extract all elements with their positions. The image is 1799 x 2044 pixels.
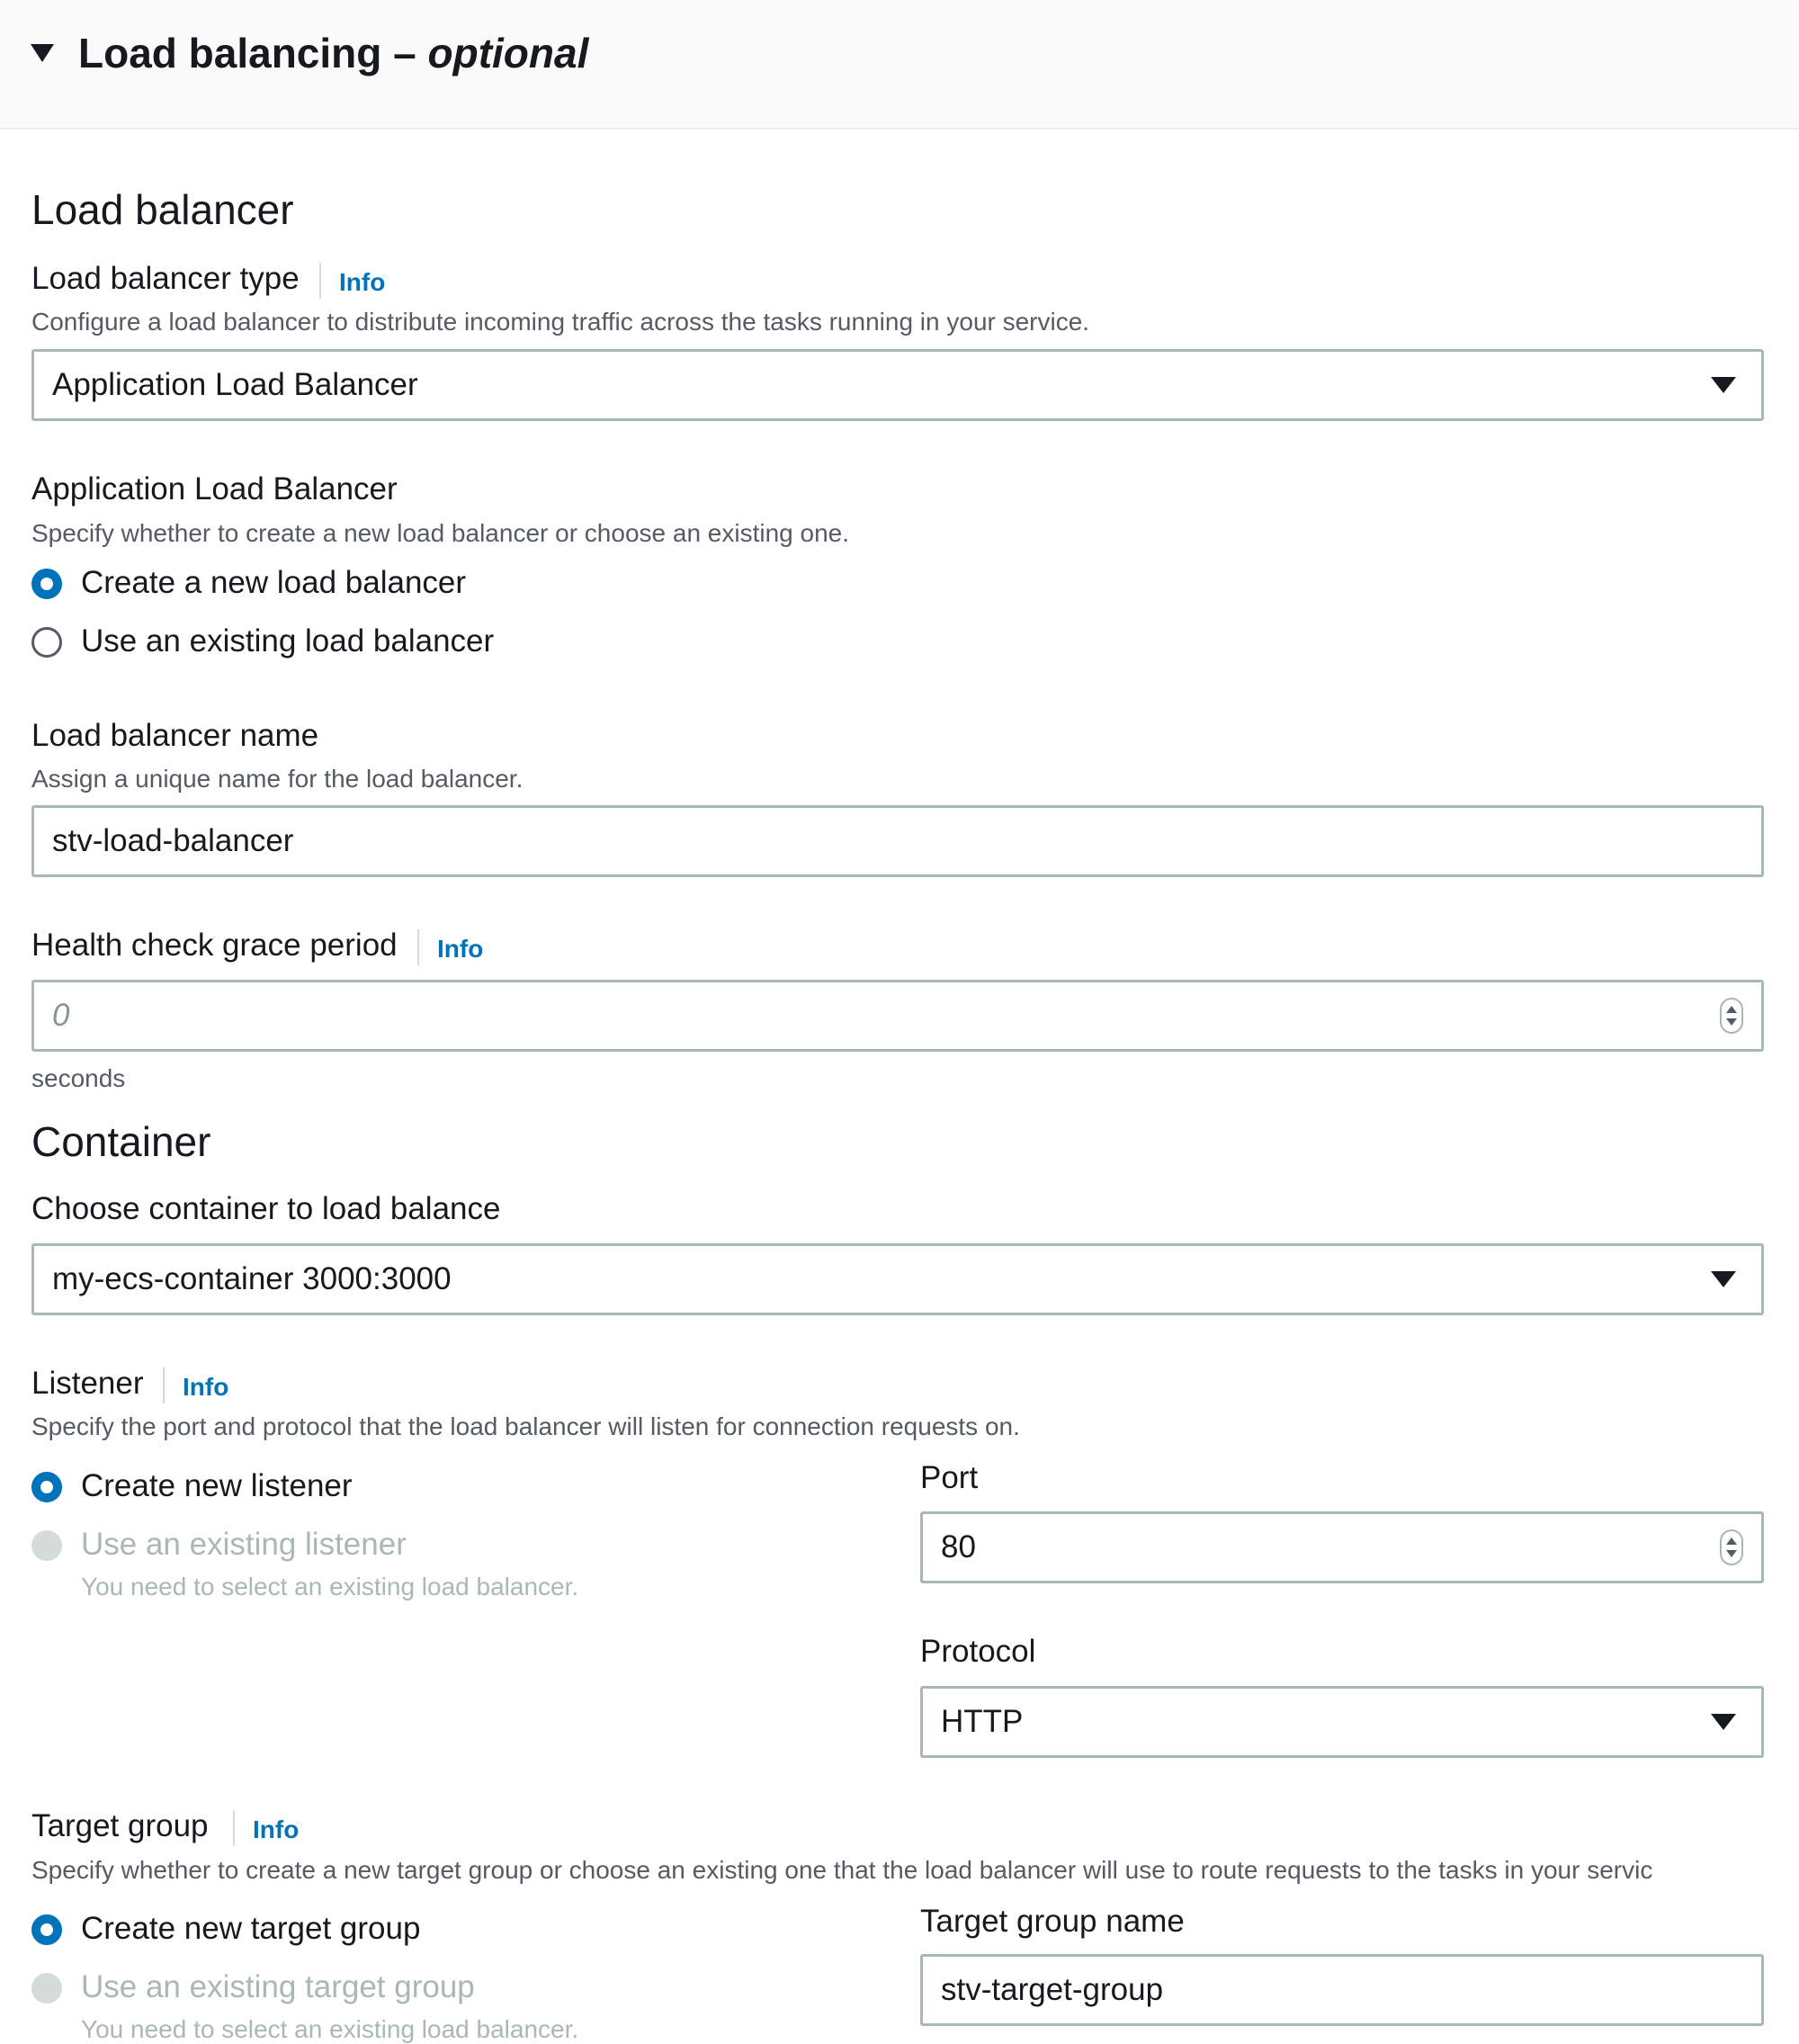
section-title — [78, 29, 588, 77]
health-check-grace-unit: seconds — [31, 1064, 126, 1092]
info-separator — [319, 263, 321, 299]
load-balancer-type-label: Load balancer type — [31, 261, 300, 296]
health-check-grace-placeholder: 0 — [52, 998, 70, 1033]
radio-use-existing-load-balancer[interactable] — [31, 627, 62, 658]
health-check-grace-label: Health check grace period — [31, 928, 398, 963]
section-header[interactable] — [0, 0, 1799, 130]
listener-info-link[interactable]: Info — [183, 1373, 229, 1401]
target-group-name-value: stv-target-group — [941, 1972, 1164, 2007]
number-stepper-icon[interactable] — [1720, 998, 1743, 1034]
radio-create-new-target-group[interactable] — [31, 1914, 62, 1945]
caret-down-icon[interactable] — [31, 44, 54, 62]
load-balancer-name-label: Load balancer name — [31, 718, 319, 753]
target-group-info-link[interactable]: Info — [253, 1815, 300, 1843]
caret-down-icon — [1711, 377, 1736, 393]
info-separator — [233, 1810, 235, 1846]
load-balancer-heading: Load balancer — [31, 186, 294, 233]
load-balancer-name-input[interactable] — [31, 805, 1764, 877]
caret-down-icon — [1711, 1714, 1736, 1730]
target-group-name-input[interactable] — [920, 1954, 1764, 2026]
port-input[interactable] — [920, 1511, 1764, 1583]
port-label: Port — [920, 1460, 979, 1495]
protocol-label: Protocol — [920, 1634, 1036, 1669]
existing-listener-hint: You need to select an existing load balancer. — [81, 1573, 579, 1600]
number-stepper-icon[interactable] — [1720, 1529, 1743, 1565]
existing-target-group-hint: You need to select an existing load balancer. — [81, 2015, 579, 2043]
alb-description: Specify whether to create a new load balancer or choose an existing one. — [31, 519, 850, 547]
radio-use-existing-target-group-label[interactable]: Use an existing target group — [81, 1969, 475, 2004]
listener-description: Specify the port and protocol that the load balancer will listen for connection requests on. — [31, 1412, 1020, 1440]
health-check-grace-input[interactable] — [31, 980, 1764, 1052]
radio-use-existing-load-balancer-label[interactable]: Use an existing load balancer — [81, 623, 495, 659]
choose-container-select[interactable] — [31, 1243, 1764, 1315]
radio-create-new-listener[interactable] — [31, 1472, 62, 1502]
target-group-label: Target group — [31, 1808, 209, 1843]
listener-label: Listener — [31, 1366, 144, 1401]
target-group-name-label: Target group name — [920, 1904, 1185, 1939]
caret-down-icon — [1711, 1271, 1736, 1287]
load-balancer-type-description: Configure a load balancer to distribute incoming traffic across the tasks running in your service. — [31, 308, 1090, 336]
choose-container-label: Choose container to load balance — [31, 1191, 501, 1226]
radio-create-new-target-group-label[interactable]: Create new target group — [81, 1911, 421, 1946]
load-balancer-type-info-link[interactable]: Info — [339, 268, 386, 296]
radio-create-new-load-balancer[interactable] — [31, 569, 62, 599]
protocol-select[interactable] — [920, 1686, 1764, 1758]
load-balancer-name-description: Assign a unique name for the load balancer. — [31, 765, 524, 793]
info-separator — [417, 929, 419, 965]
radio-use-existing-listener[interactable] — [31, 1530, 62, 1561]
radio-create-new-load-balancer-label[interactable]: Create a new load balancer — [81, 565, 467, 600]
choose-container-value: my-ecs-container 3000:3000 — [52, 1261, 452, 1296]
load-balancer-type-select[interactable] — [31, 349, 1764, 421]
info-separator — [163, 1367, 165, 1403]
radio-use-existing-target-group[interactable] — [31, 1973, 62, 2004]
section-title-optional: optional — [427, 30, 589, 76]
load-balancer-name-value: stv-load-balancer — [52, 823, 294, 858]
target-group-description: Specify whether to create a new target group or choose an existing one that the load balancer will use to route requests to the tasks in your servic — [31, 1856, 1653, 1884]
load-balancer-type-value: Application Load Balancer — [52, 367, 418, 402]
protocol-value: HTTP — [941, 1704, 1024, 1739]
port-value: 80 — [941, 1529, 976, 1564]
alb-label: Application Load Balancer — [31, 471, 398, 507]
section-title-text: Load balancing – — [78, 30, 428, 76]
radio-create-new-listener-label[interactable]: Create new listener — [81, 1468, 353, 1503]
health-check-grace-info-link[interactable]: Info — [437, 935, 484, 963]
container-heading: Container — [31, 1118, 211, 1165]
radio-use-existing-listener-label[interactable]: Use an existing listener — [81, 1527, 407, 1562]
